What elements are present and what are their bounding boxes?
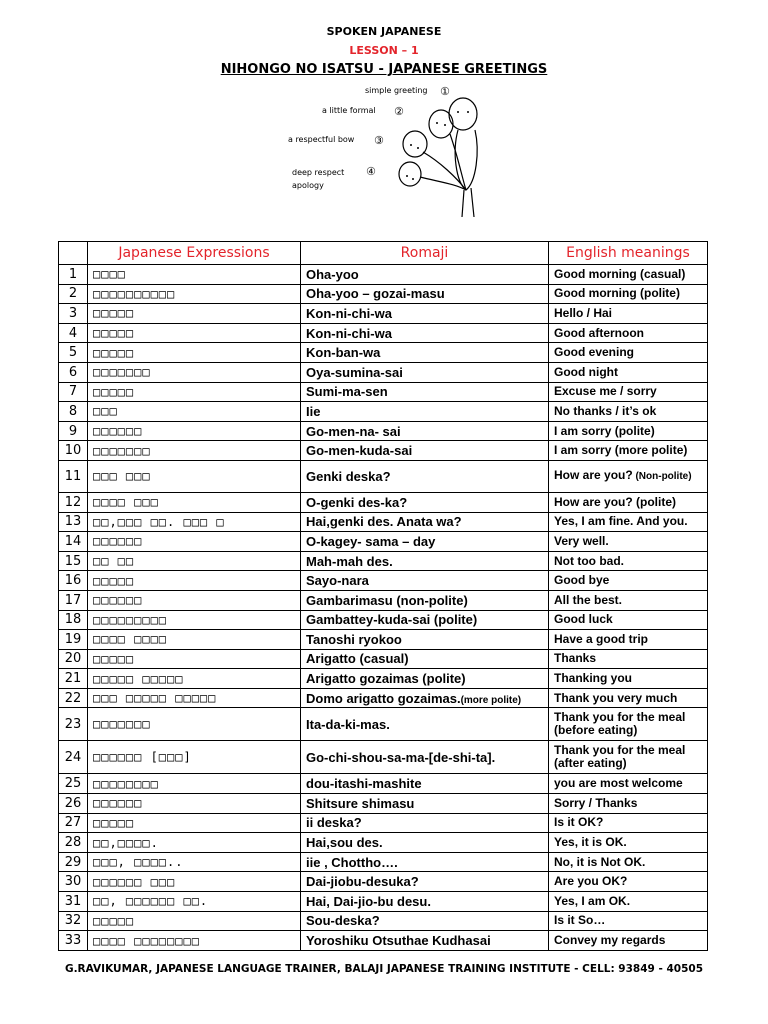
japanese-expression: □□□□□□: [88, 794, 301, 814]
table-row: [59, 343, 708, 363]
lesson-label: LESSON – 1: [349, 44, 419, 57]
table-row: [59, 774, 708, 794]
japanese-expression: □□□□□: [88, 382, 301, 402]
row-number: 33: [59, 931, 88, 951]
romaji: Kon-ban-wa: [301, 343, 549, 363]
romaji: Oya-sumina-sai: [301, 362, 549, 382]
english-meaning: Good morning (casual): [549, 265, 708, 285]
english-meaning: Hello / Hai: [549, 304, 708, 324]
table-row: [59, 265, 708, 285]
column-header-number: [59, 242, 88, 265]
japanese-expression: □□□□□: [88, 649, 301, 669]
english-meaning: No thanks / it’s ok: [549, 402, 708, 422]
romaji: Oha-yoo: [301, 265, 549, 285]
row-number: 22: [59, 688, 88, 708]
footer-credit: G.RAVIKUMAR, JAPANESE LANGUAGE TRAINER, BALAJI JAPANESE TRAINING INSTITUTE - CELL: 93849 - 40505: [64, 963, 704, 975]
japanese-expression: □□□□□□□: [88, 708, 301, 741]
table-row: [59, 382, 708, 402]
english-meaning: Yes, it is OK.: [549, 833, 708, 853]
romaji: Shitsure shimasu: [301, 794, 549, 814]
english-meaning: Thank you for the meal (before eating): [549, 708, 708, 741]
table-row: [59, 794, 708, 814]
romaji: Kon-ni-chi-wa: [301, 304, 549, 324]
japanese-expression: □□□□ □□□: [88, 492, 301, 512]
english-meaning: Good luck: [549, 610, 708, 630]
japanese-expression: □□□ □□□: [88, 460, 301, 492]
japanese-expression: □□□□□□: [88, 590, 301, 610]
english-meaning: How are you? (polite): [549, 492, 708, 512]
table-row: [59, 630, 708, 650]
english-meaning: Good night: [549, 362, 708, 382]
romaji: Iie: [301, 402, 549, 422]
english-meaning: Excuse me / sorry: [549, 382, 708, 402]
number-2: ②: [394, 105, 404, 118]
romaji: Domo arigatto gozaimas.(more polite): [301, 688, 549, 708]
table-row: [59, 323, 708, 343]
row-number: 4: [59, 323, 88, 343]
english-meaning: Good bye: [549, 571, 708, 591]
table-row: [59, 688, 708, 708]
romaji: Ita-da-ki-mas.: [301, 708, 549, 741]
japanese-expression: □□□□: [88, 265, 301, 285]
bowing-figures-illustration: [280, 82, 500, 222]
label-apology: apology: [292, 181, 324, 190]
head-4: [399, 162, 421, 186]
row-number: 20: [59, 649, 88, 669]
row-number: 17: [59, 590, 88, 610]
romaji: Go-chi-shou-sa-ma-[de-shi-ta].: [301, 741, 549, 774]
japanese-expression: □□□□□: [88, 323, 301, 343]
table-row: [59, 492, 708, 512]
english-meaning: Convey my regards: [549, 931, 708, 951]
english-meaning: How are you? (Non-polite): [549, 460, 708, 492]
english-meaning: Is it OK?: [549, 813, 708, 833]
japanese-expression: □□□□□□□: [88, 441, 301, 461]
table-row: [59, 911, 708, 931]
romaji: iie , Chottho….: [301, 852, 549, 872]
row-number: 25: [59, 774, 88, 794]
romaji: Hai, Dai-jio-bu desu.: [301, 892, 549, 912]
number-1: ①: [440, 85, 450, 98]
romaji: Arigatto gozaimas (polite): [301, 669, 549, 689]
japanese-expression: □□□□□□ □□□: [88, 872, 301, 892]
english-meaning: Good morning (polite): [549, 284, 708, 304]
romaji: Go-men-kuda-sai: [301, 441, 549, 461]
japanese-expression: □□, □□□□□□ □□.: [88, 892, 301, 912]
romaji: Gambarimasu (non-polite): [301, 590, 549, 610]
romaji: Hai,sou des.: [301, 833, 549, 853]
row-number: 12: [59, 492, 88, 512]
japanese-expression: □□□□ □□□□□□□□: [88, 931, 301, 951]
english-meaning: Yes, I am OK.: [549, 892, 708, 912]
table-row: [59, 669, 708, 689]
table-row: [59, 421, 708, 441]
romaji: O-kagey- sama – day: [301, 532, 549, 552]
table-header-row: [59, 242, 708, 265]
row-number: 19: [59, 630, 88, 650]
romaji: Mah-mah des.: [301, 551, 549, 571]
table-row: [59, 551, 708, 571]
table-row: [59, 362, 708, 382]
romaji: Go-men-na- sai: [301, 421, 549, 441]
english-meaning: Have a good trip: [549, 630, 708, 650]
table-row: [59, 708, 708, 741]
row-number: 9: [59, 421, 88, 441]
row-number: 1: [59, 265, 88, 285]
row-number: 11: [59, 460, 88, 492]
label-little-formal: a little formal: [322, 106, 376, 115]
head-2: [429, 110, 453, 138]
row-number: 24: [59, 741, 88, 774]
english-meaning: Good evening: [549, 343, 708, 363]
table-row: [59, 304, 708, 324]
english-meaning: Yes, I am fine. And you.: [549, 512, 708, 532]
japanese-expression: □□□□□ □□□□□: [88, 669, 301, 689]
row-number: 18: [59, 610, 88, 630]
japanese-expression: □□,□□□□.: [88, 833, 301, 853]
row-number: 23: [59, 708, 88, 741]
english-meaning: Not too bad.: [549, 551, 708, 571]
column-header-japanese: Japanese Expressions: [88, 242, 301, 265]
row-number: 28: [59, 833, 88, 853]
japanese-expression: □□□□□□: [88, 532, 301, 552]
japanese-expression: □□□□□□□: [88, 362, 301, 382]
table-row: [59, 460, 708, 492]
japanese-expression: □□□□□: [88, 813, 301, 833]
japanese-expression: □□ □□: [88, 551, 301, 571]
table-row: [59, 532, 708, 552]
romaji: Gambattey-kuda-sai (polite): [301, 610, 549, 630]
romaji: Arigatto (casual): [301, 649, 549, 669]
row-number: 30: [59, 872, 88, 892]
table-row: [59, 590, 708, 610]
english-meaning: Are you OK?: [549, 872, 708, 892]
romaji: Yoroshiku Otsuthae Kudhasai: [301, 931, 549, 951]
row-number: 32: [59, 911, 88, 931]
romaji: ii deska?: [301, 813, 549, 833]
lesson-subtitle: NIHONGO NO ISATSU - JAPANESE GREETINGS: [220, 62, 548, 77]
table-row: [59, 441, 708, 461]
japanese-expression: □□□□□□□□: [88, 774, 301, 794]
japanese-expression: □□□□ □□□□: [88, 630, 301, 650]
table-row: [59, 931, 708, 951]
table-row: [59, 852, 708, 872]
english-meaning: No, it is Not OK.: [549, 852, 708, 872]
row-number: 6: [59, 362, 88, 382]
romaji: Sayo-nara: [301, 571, 549, 591]
english-meaning: All the best.: [549, 590, 708, 610]
table-row: [59, 833, 708, 853]
japanese-expression: □□,□□□ □□. □□□ □: [88, 512, 301, 532]
row-number: 29: [59, 852, 88, 872]
japanese-expression: □□□□□□ [□□□]: [88, 741, 301, 774]
romaji: Oha-yoo – gozai-masu: [301, 284, 549, 304]
row-number: 8: [59, 402, 88, 422]
japanese-expression: □□□: [88, 402, 301, 422]
romaji: Sumi-ma-sen: [301, 382, 549, 402]
column-header-romaji: Romaji: [301, 242, 549, 265]
english-meaning: you are most welcome: [549, 774, 708, 794]
japanese-expression: □□□, □□□□..: [88, 852, 301, 872]
label-deep-respect: deep respect: [292, 168, 345, 177]
english-meaning: Is it So…: [549, 911, 708, 931]
head-3: [403, 131, 427, 157]
row-number: 3: [59, 304, 88, 324]
japanese-expression: □□□□□□□□□□: [88, 284, 301, 304]
document-title: SPOKEN JAPANESE: [326, 25, 442, 38]
label-simple-greeting: simple greeting: [365, 86, 428, 95]
row-number: 13: [59, 512, 88, 532]
japanese-expression: □□□□□: [88, 911, 301, 931]
row-number: 2: [59, 284, 88, 304]
table-row: [59, 649, 708, 669]
table-row: [59, 741, 708, 774]
english-meaning: I am sorry (more polite): [549, 441, 708, 461]
table-row: [59, 402, 708, 422]
table-row: [59, 610, 708, 630]
table-row: [59, 813, 708, 833]
row-number: 10: [59, 441, 88, 461]
romaji: Tanoshi ryokoo: [301, 630, 549, 650]
romaji: Sou-deska?: [301, 911, 549, 931]
japanese-expression: □□□□□□□□□: [88, 610, 301, 630]
row-number: 5: [59, 343, 88, 363]
table-row: [59, 512, 708, 532]
row-number: 31: [59, 892, 88, 912]
japanese-expression: □□□□□: [88, 571, 301, 591]
greetings-table: [58, 241, 708, 951]
row-number: 7: [59, 382, 88, 402]
romaji: O-genki des-ka?: [301, 492, 549, 512]
english-meaning: I am sorry (polite): [549, 421, 708, 441]
english-meaning: Very well.: [549, 532, 708, 552]
japanese-expression: □□□□□: [88, 304, 301, 324]
english-meaning: Thanks: [549, 649, 708, 669]
english-meaning: Good afternoon: [549, 323, 708, 343]
table-row: [59, 892, 708, 912]
japanese-expression: □□□□□□: [88, 421, 301, 441]
romaji: Genki deska?: [301, 460, 549, 492]
english-meaning: Thanking you: [549, 669, 708, 689]
column-header-english: English meanings: [549, 242, 708, 265]
row-number: 15: [59, 551, 88, 571]
romaji: Dai-jiobu-desuka?: [301, 872, 549, 892]
row-number: 16: [59, 571, 88, 591]
table-row: [59, 872, 708, 892]
row-number: 21: [59, 669, 88, 689]
romaji: dou-itashi-mashite: [301, 774, 549, 794]
english-meaning: Thank you for the meal (after eating): [549, 741, 708, 774]
row-number: 14: [59, 532, 88, 552]
number-3: ③: [374, 134, 384, 147]
table-row: [59, 571, 708, 591]
table-row: [59, 284, 708, 304]
row-number: 26: [59, 794, 88, 814]
label-respectful-bow: a respectful bow: [288, 135, 355, 144]
english-meaning-note: (Non-polite): [632, 471, 692, 483]
row-number: 27: [59, 813, 88, 833]
romaji: Kon-ni-chi-wa: [301, 323, 549, 343]
romaji: Hai,genki des. Anata wa?: [301, 512, 549, 532]
romaji-note: (more polite): [460, 694, 522, 706]
japanese-expression: □□□ □□□□□ □□□□□: [88, 688, 301, 708]
english-meaning: Sorry / Thanks: [549, 794, 708, 814]
japanese-expression: □□□□□: [88, 343, 301, 363]
number-4: ④: [366, 165, 376, 178]
table-body: [59, 265, 708, 951]
english-meaning: Thank you very much: [549, 688, 708, 708]
